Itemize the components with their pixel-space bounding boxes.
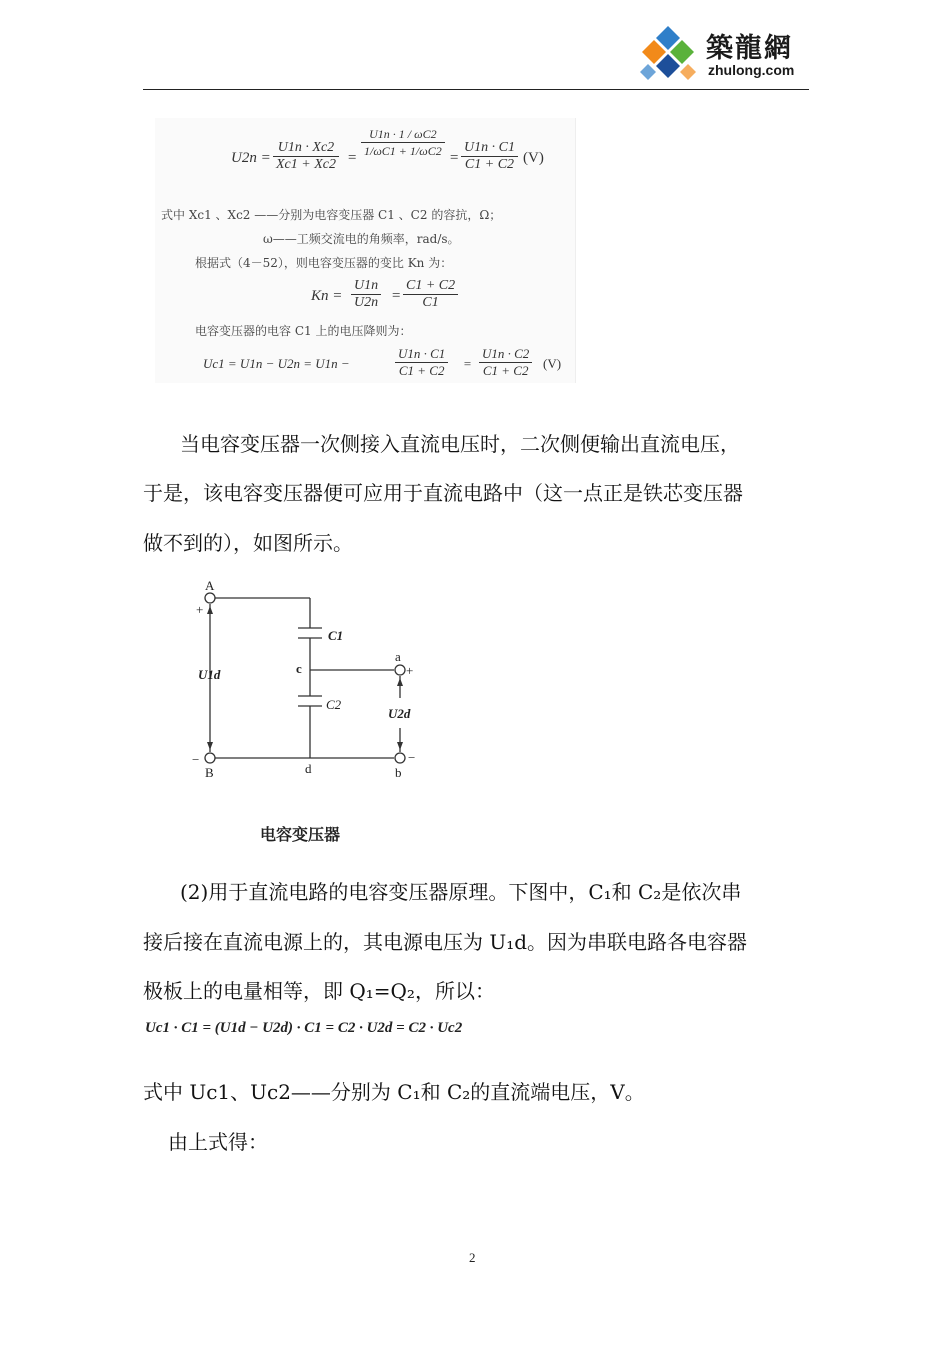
eq3-lhs: Uc1 = U1n − U2n = U1n − (203, 356, 350, 371)
eq1-lhs: U2n = (231, 150, 271, 166)
eq2-f2-denominator: C1 (422, 295, 439, 310)
paragraph-1-line-2: 于是，该电容变压器便可应用于直流电路中（这一点正是铁芯变压器 (143, 481, 743, 505)
minus-B: − (192, 752, 200, 767)
node-d-label: d (305, 761, 312, 776)
u2d-label: U2d (388, 706, 411, 721)
equation-text: Uc1 · C1 = (U1d − U2d) · C1 = C2 · U2d = C2 · Uc2 (145, 1020, 463, 1036)
eq1-f1-numerator: U1n · Xc2 (277, 140, 335, 155)
paragraph-3: 式中 Uc1、Uc2——分别为 C₁和 C₂的直流端电压，V。 (143, 1080, 645, 1104)
eq2-fraction-1 (351, 278, 381, 311)
node-B-label: B (205, 765, 214, 778)
plus-a: + (406, 663, 414, 678)
eq1-f1-denominator: Xc1 + Xc2 (276, 157, 336, 172)
logo-english-text: zhulong.com (708, 62, 795, 78)
zhulong-logo-icon (636, 24, 700, 84)
paragraph-1-line-3: 做不到的），如图所示。 (143, 531, 353, 555)
eq1-f3-numerator: U1n · C1 (464, 140, 515, 155)
eq3-f1-denominator: C1 + C2 (398, 363, 445, 378)
eq1-equals-2: = (449, 150, 460, 166)
header-divider (143, 89, 809, 90)
where-line-1: 式中 Xc1 、Xc2 ——分别为电容变压器 C1 、C2 的容抗，Ω； (161, 208, 502, 222)
formula-image-block (155, 118, 576, 383)
eq1-f3-denominator: C1 + C2 (464, 157, 515, 172)
zhulong-logo (636, 22, 811, 86)
eq2-f1-denominator: U2n (354, 295, 379, 310)
page-number: 2 (469, 1250, 476, 1265)
eq2-f1-numerator: U1n (354, 278, 379, 293)
eq1-fraction-3 (461, 140, 518, 173)
figure-caption: 电容变压器 (260, 825, 341, 844)
eq3-fraction-2 (479, 346, 532, 379)
eq3-f2-numerator: U1n · C2 (482, 346, 530, 361)
node-c-label: c (296, 661, 302, 676)
node-b-label: b (395, 765, 402, 778)
eq3-f1-numerator: U1n · C1 (398, 346, 446, 361)
eq1-f2-denominator: 1/ωC1 + 1/ωC2 (364, 144, 442, 158)
eq3-unit: (V) (543, 356, 562, 371)
series-charge-equation (145, 1020, 462, 1037)
paragraph-4: 由上式得： (168, 1130, 268, 1154)
eq2-equals: = (391, 288, 402, 304)
c1-label: C1 (328, 628, 344, 643)
eq3-f2-denominator: C1 + C2 (482, 363, 529, 378)
eq2-fraction-2 (403, 278, 458, 311)
logo-chinese-text: 築龍網 (706, 33, 793, 64)
eq2-f2-numerator: C1 + C2 (406, 278, 456, 293)
ratio-intro: 根据式（4－52），则电容变压器的变比 Kn 为： (195, 256, 453, 270)
eq2-lhs: Kn = (311, 288, 343, 304)
eq1-fraction-2 (361, 126, 445, 159)
eq3-equals: = (463, 356, 472, 371)
minus-b: − (408, 750, 416, 765)
plus-A: + (196, 602, 204, 617)
eq3-fraction-1 (395, 346, 448, 379)
u1d-label: U1d (198, 667, 221, 682)
eq1-unit: (V) (523, 150, 544, 166)
node-a-label: a (395, 649, 401, 664)
drop-intro: 电容变压器的电容 C1 上的电压降则为： (195, 324, 412, 338)
eq1-f2-numerator (366, 126, 439, 142)
paragraph-2-line-1: (2)用于直流电路的电容变压器原理。下图中，C₁和 C₂是依次串 (180, 880, 742, 904)
paragraph-1-line-1: 当电容变压器一次侧接入直流电压时，二次侧便输出直流电压， (180, 432, 740, 456)
eq1-f2-num-top: U1n · (369, 127, 396, 141)
eq1-f2-num-frac: 1 / ωC2 (398, 127, 437, 141)
c2-label: C2 (326, 697, 342, 712)
where-line-2: ω——工频交流电的角频率，rad/s。 (263, 232, 460, 246)
paragraph-2-line-2: 接后接在直流电源上的，其电源电压为 U₁d。因为串联电路各电容器 (143, 930, 748, 954)
node-A-label: A (205, 578, 215, 593)
eq1-fraction-1 (273, 140, 339, 173)
capacitor-transformer-circuit (188, 578, 428, 778)
paragraph-2-line-3: 极板上的电量相等，即 Q₁=Q₂，所以： (143, 979, 495, 1003)
eq1-equals-1: = (347, 150, 358, 166)
